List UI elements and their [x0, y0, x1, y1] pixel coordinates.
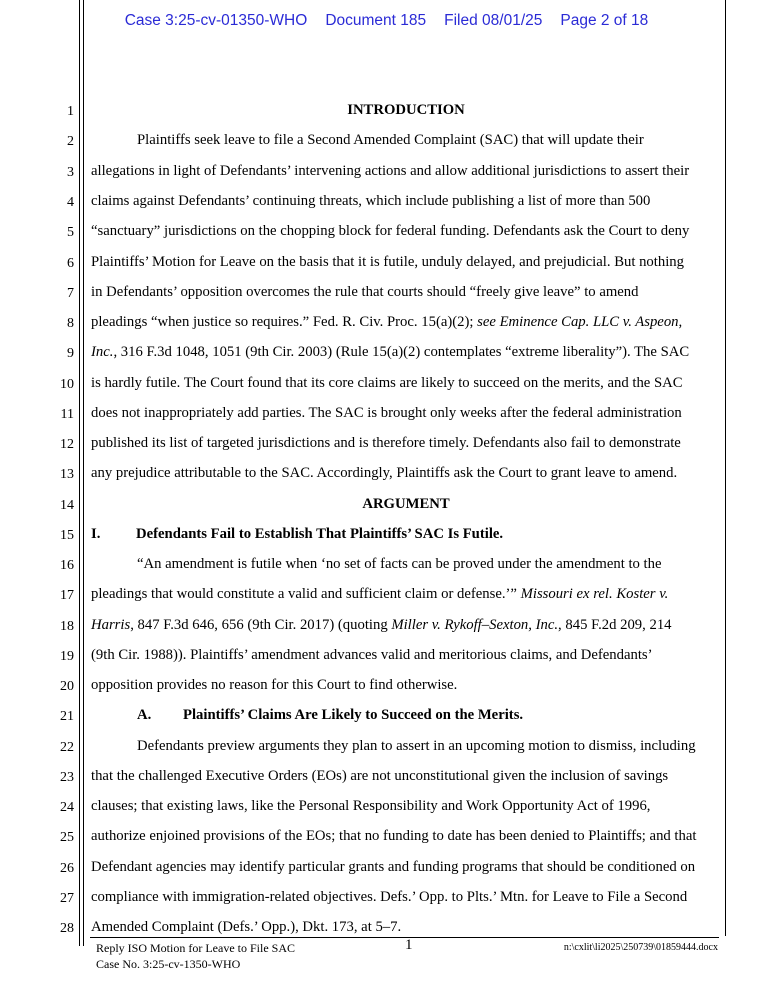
argument-heading: ARGUMENT — [362, 496, 450, 512]
line-number: 15 — [60, 528, 74, 543]
line-number: 26 — [60, 861, 74, 876]
text-line: Plaintiffs seek leave to file a Second Amended Complaint (SAC) that will update their — [137, 132, 644, 148]
text-line: Defendants preview arguments they plan to assert in an upcoming motion to dismiss, including — [137, 738, 696, 754]
line-number: 4 — [67, 195, 74, 210]
text-line: claims against Defendants’ continuing threats, which include publishing a list of more than 500 — [91, 193, 651, 209]
header-document: Document 185 — [325, 12, 427, 29]
text-line: “An amendment is futile when ‘no set of facts can be proved under the amendment to the — [137, 556, 662, 572]
subsection-title: Plaintiffs’ Claims Are Likely to Succeed on the Merits. — [183, 707, 524, 723]
text-line: (9th Cir. 1988)). Plaintiffs’ amendment advances valid and meritorious claims, and Defendants’ — [91, 647, 653, 663]
line-number: 12 — [60, 437, 74, 452]
text-run: pleadings “when justice so requires.” Fed. R. Civ. Proc. 15(a)(2); — [91, 314, 478, 330]
line-number: 25 — [60, 830, 74, 845]
case-citation: Harris — [91, 617, 131, 633]
footer-title: Reply ISO Motion for Leave to File SAC — [96, 941, 295, 955]
text-line: any prejudice attributable to the SAC. Accordingly, Plaintiffs ask the Court to grant leave to amend. — [91, 465, 678, 481]
footer-caption — [96, 940, 295, 972]
section-title: Defendants Fail to Establish That Plaintiffs’ SAC Is Futile. — [136, 526, 504, 542]
text-line: “sanctuary” jurisdictions on the chopping block for federal funding. Defendants ask the Court to deny — [91, 223, 690, 239]
text-line: published its list of targeted jurisdictions and is therefore timely. Defendants also fail to demonstrate — [91, 435, 681, 451]
line-number: 8 — [67, 316, 74, 331]
text-line — [91, 313, 721, 331]
line-number: 13 — [60, 467, 74, 482]
text-line: allegations in light of Defendants’ intervening actions and allow additional jurisdictions to assert their — [91, 163, 690, 179]
text-line — [91, 343, 721, 361]
footer-case-number: Case No. 3:25-cv-1350-WHO — [96, 957, 241, 971]
line-number: 1 — [67, 104, 74, 119]
text-line — [91, 616, 721, 634]
text-run: pleadings that would constitute a valid and sufficient claim or defense.’” — [91, 586, 521, 602]
section-number: I. — [91, 526, 101, 542]
subsection-number: A. — [137, 707, 152, 723]
text-line: Plaintiffs’ Motion for Leave on the basis that it is futile, unduly delayed, and prejudicial. But nothing — [91, 254, 684, 270]
line-number: 2 — [67, 134, 74, 149]
margin-rule-right — [725, 0, 726, 936]
header-case: Case 3:25-cv-01350-WHO — [124, 12, 308, 29]
text-line: opposition provides no reason for this Court to find otherwise. — [91, 677, 458, 693]
line-number: 11 — [60, 407, 74, 422]
header-filed: Filed 08/01/25 — [444, 12, 543, 29]
line-number: 16 — [60, 558, 74, 573]
line-number: 19 — [60, 649, 74, 664]
line-number: 6 — [67, 256, 74, 271]
line-number: 27 — [60, 891, 74, 906]
text-line: authorize enjoined provisions of the EOs; that no funding to date has been denied to Plaintiffs; and that — [91, 828, 697, 844]
text-line: clauses; that existing laws, like the Personal Responsibility and Work Opportunity Act of 1996, — [91, 798, 651, 814]
line-number: 7 — [67, 286, 74, 301]
text-line: does not inappropriately add parties. The SAC is brought only weeks after the federal administration — [91, 405, 682, 421]
line-number: 18 — [60, 619, 74, 634]
text-line: is hardly futile. The Court found that its core claims are likely to succeed on the merits, and the SAC — [91, 375, 683, 391]
footer-page-number: 1 — [405, 937, 413, 953]
case-citation: see Eminence Cap. LLC v. Aspeon, — [477, 314, 683, 330]
line-number: 20 — [60, 679, 74, 694]
subsection-heading — [91, 706, 767, 724]
line-number: 3 — [67, 165, 74, 180]
section-heading — [91, 525, 721, 543]
footer-file-path: n:\cxlit\li2025\250739\01859444.docx — [563, 942, 718, 953]
margin-rule-left-outer — [79, 0, 80, 946]
text-run: , 316 F.3d 1048, 1051 (9th Cir. 2003) (Rule 15(a)(2) contemplates “extreme liberality”). The SAC — [113, 344, 690, 360]
text-run: , 847 F.3d 646, 656 (9th Cir. 2017) (quoting — [130, 617, 392, 633]
text-line: that the challenged Executive Orders (EOs) are not unconstitutional given the inclusion of savings — [91, 768, 669, 784]
case-citation: Miller v. Rykoff–Sexton, Inc. — [391, 617, 559, 633]
header-page: Page 2 of 18 — [560, 12, 649, 29]
case-citation: Inc. — [91, 344, 114, 360]
line-number: 17 — [60, 588, 74, 603]
text-line: Amended Complaint (Defs.’ Opp.), Dkt. 173, at 5–7. — [91, 919, 402, 935]
text-line — [91, 585, 721, 603]
line-number: 21 — [60, 709, 74, 724]
text-line: in Defendants’ opposition overcomes the rule that courts should “freely give leave” to amend — [91, 284, 639, 300]
line-number: 22 — [60, 740, 74, 755]
line-number: 10 — [60, 377, 74, 392]
case-citation: Missouri ex rel. Koster v. — [520, 586, 669, 602]
line-number: 5 — [67, 225, 74, 240]
text-line: compliance with immigration-related objectives. Defs.’ Opp. to Plts.’ Mtn. for Leave to File a Second — [91, 889, 688, 905]
text-line: Defendant agencies may identify particular grants and funding programs that should be conditioned on — [91, 859, 696, 875]
line-number: 9 — [67, 346, 74, 361]
intro-heading: INTRODUCTION — [347, 102, 465, 118]
line-number: 14 — [60, 498, 74, 513]
text-run: , 845 F.2d 209, 214 — [558, 617, 672, 633]
line-number: 28 — [60, 921, 74, 936]
margin-rule-left-inner — [83, 0, 84, 946]
line-number: 24 — [60, 800, 74, 815]
ecf-header — [0, 12, 773, 30]
line-number: 23 — [60, 770, 74, 785]
